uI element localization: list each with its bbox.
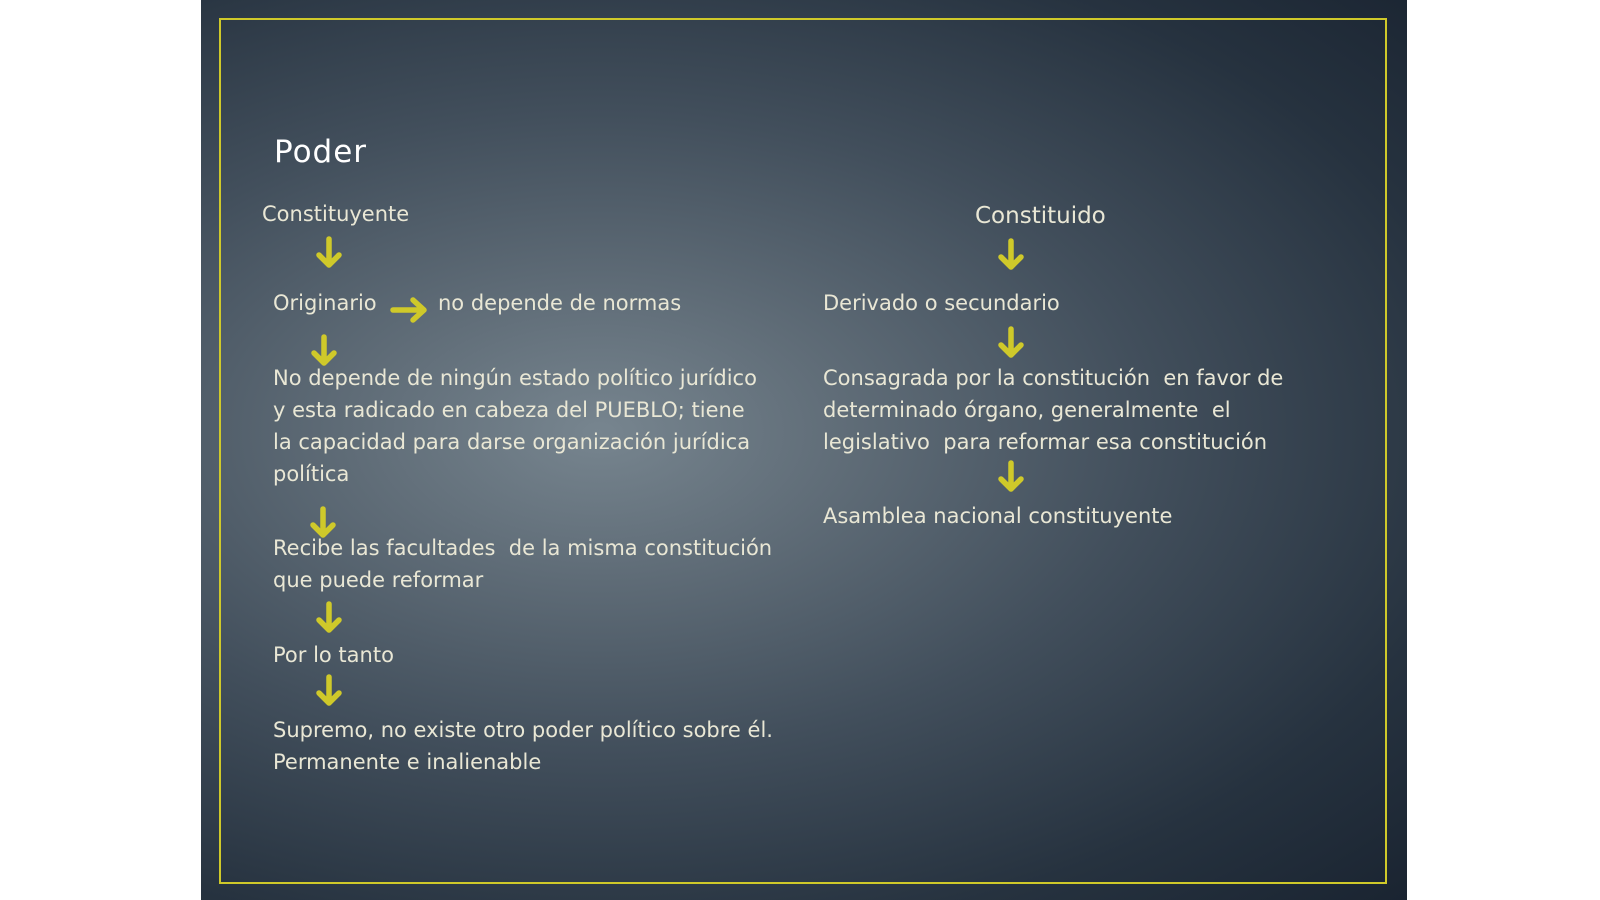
paragraph-line: que puede reformar [273, 568, 484, 592]
down-arrow-icon [314, 601, 344, 635]
paragraph-line: política [273, 462, 350, 486]
paragraph-line: la capacidad para darse organización jurídica [273, 430, 751, 454]
right-arrow-icon [390, 296, 430, 324]
slide [201, 0, 1407, 900]
por-lo-tanto-label: Por lo tanto [273, 643, 394, 667]
paragraph-line: Consagrada por la constitución en favor de [823, 366, 1284, 390]
down-arrow-icon [314, 236, 344, 270]
paragraph-line: Supremo, no existe otro poder político sobre él. [273, 718, 773, 742]
down-arrow-icon [996, 460, 1026, 494]
constituido-header: Constituido [975, 203, 1106, 229]
asamblea-label: Asamblea nacional constituyente [823, 504, 1173, 528]
paragraph-line: legislativo para reformar esa constitución [823, 430, 1268, 454]
down-arrow-icon [996, 238, 1026, 272]
no-depende-de-normas-label: no depende de normas [438, 291, 682, 315]
paragraph-line: determinado órgano, generalmente el [823, 398, 1231, 422]
paragraph-line: No depende de ningún estado político jurídico [273, 366, 757, 390]
paragraph-line: y esta radicado en cabeza del PUEBLO; tiene [273, 398, 745, 422]
slide-title: Poder [274, 134, 368, 170]
originario-label: Originario [273, 291, 377, 315]
derivado-label: Derivado o secundario [823, 291, 1060, 315]
down-arrow-icon [996, 326, 1026, 360]
paragraph-line: Recibe las facultades de la misma constitución [273, 536, 773, 560]
constituyente-header: Constituyente [262, 202, 410, 226]
paragraph-line: Permanente e inalienable [273, 750, 542, 774]
down-arrow-icon [314, 674, 344, 708]
